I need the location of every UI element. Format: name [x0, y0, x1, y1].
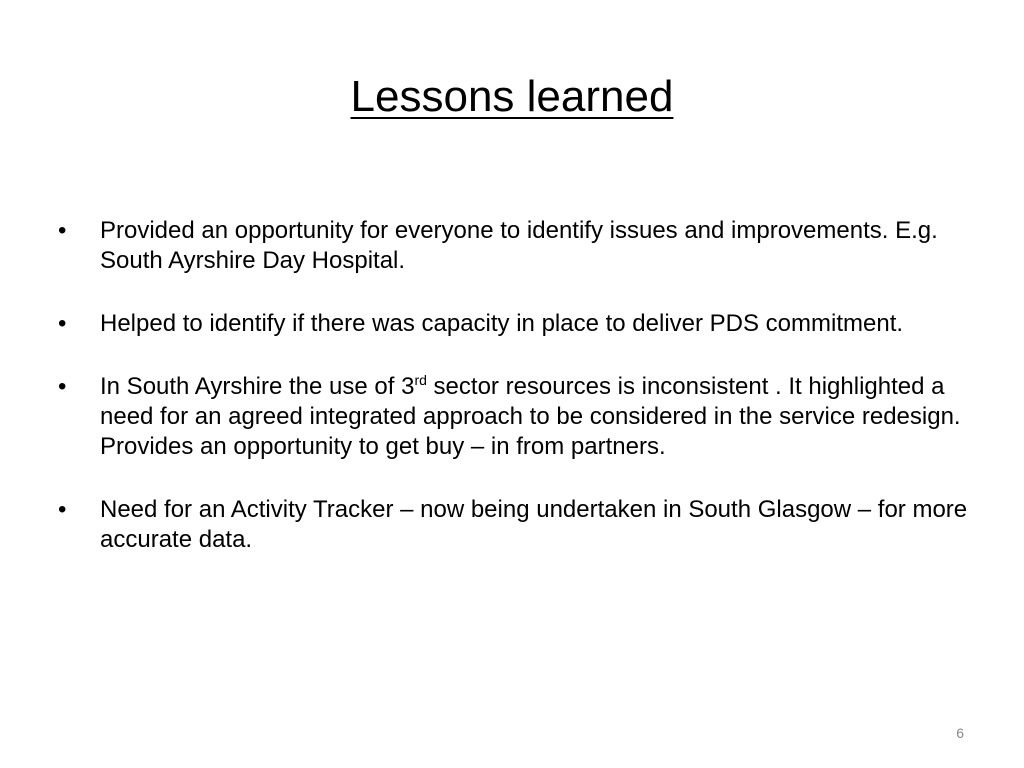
bullet-text-before: In South Ayrshire the use of 3 — [100, 373, 415, 400]
page-number: 6 — [956, 725, 964, 741]
bullet-item — [58, 309, 968, 339]
bullet-text: Provided an opportunity for everyone to identify issues and improvements. E.g. South Ayrshire Day Hospital. — [100, 217, 938, 274]
bullet-icon: • — [58, 217, 67, 244]
bullet-text: Need for an Activity Tracker – now being undertaken in South Glasgow – for more accurate data. — [100, 496, 968, 553]
bullet-icon: • — [58, 496, 67, 523]
bullet-icon: • — [58, 310, 67, 337]
bullet-text — [100, 373, 961, 460]
bullet-text-after: sector resources is inconsistent . It highlighted a need for an agreed integrated approach to be considered in the service redesign. Provides an opportunity to get buy – in from partners. — [100, 373, 961, 460]
slide-title: Lessons learned — [350, 72, 674, 121]
bullet-list — [58, 216, 968, 588]
bullet-text: Helped to identify if there was capacity in place to deliver PDS commitment. — [100, 310, 904, 337]
bullet-item — [58, 372, 968, 462]
bullet-item — [58, 495, 968, 555]
ordinal-superscript: rd — [414, 372, 427, 388]
bullet-icon: • — [58, 373, 67, 400]
bullet-item — [58, 216, 968, 276]
